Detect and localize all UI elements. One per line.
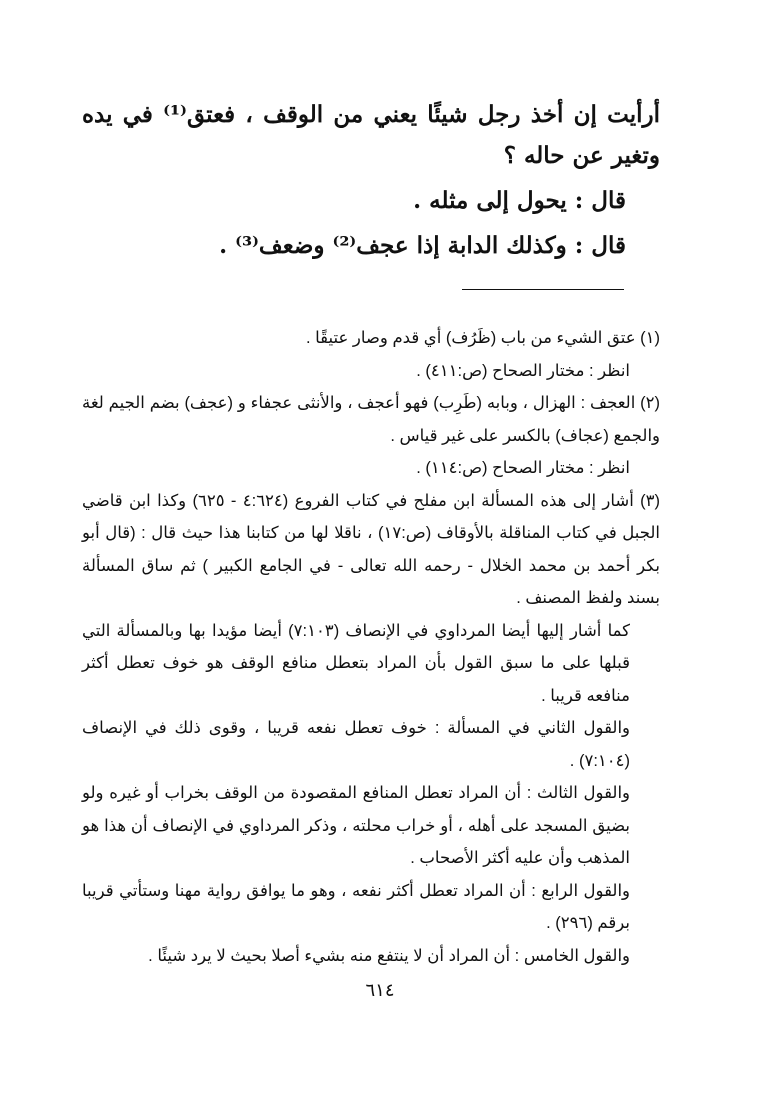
footnote-3-paragraph-5: والقول الرابع : أن المراد تعطل أكثر نفعه ، وهو ما يوافق رواية مهنا وستأتي قريبا برقم (٢٩٦) . (82, 881, 630, 932)
main-paragraph-1: أرأيت إن أخذ رجل شيئًا يعني من الوقف ، فعتق⁽¹⁾ في يده وتغير عن حاله ؟ (82, 101, 661, 169)
footnote-2: (٢) العجف : الهزال ، وبابه (طَرِب) فهو أعجف ، والأنثى عجفاء و (عجف) بضم الجيم لغة والجمع (عجاف) بالكسر على غير قياس . (82, 394, 660, 445)
footnote-3: (٣) أشار إلى هذه المسألة ابن مفلح في كتاب الفروع (٤:٦٢٤ - ٦٢٥) وكذا ابن قاضي الجبل في كتاب المناقلة بالأوقاف (ص:١٧) ، ناقلا لها من كتابنا هذا حيث قال : (قال أبو بكر أحمد بن محمد الخلال - رحمه الله تعالى - في الجامع الكبير ) ثم ساق المسألة بسند ولفظ المصنف . (82, 491, 661, 607)
page-number: ٦١٤ (365, 980, 395, 1000)
footnote-2-reference: انظر : مختار الصحاح (ص:١١٤) . (416, 459, 630, 477)
footnote-1: (١) عتق الشيء من باب (ظَرُف) أي قدم وصار عتيقًا . (305, 329, 660, 347)
footnote-3-paragraph-3: والقول الثاني في المسألة : خوف تعطل نفعه قريبا ، وقوى ذلك في الإنصاف (٧:١٠٤) . (82, 719, 630, 770)
footnote-1-reference: انظر : مختار الصحاح (ص:٤١١) . (416, 361, 630, 380)
main-text (82, 94, 660, 266)
footnote-3-paragraph-6: والقول الخامس : أن المراد أن لا ينتفع منه بشيء أصلا بحيث لا يرد شيئًا . (148, 946, 630, 965)
footnotes (82, 322, 660, 972)
footnote-separator (462, 289, 624, 290)
main-paragraph-2: قال : يحول إلى مثله . (413, 187, 626, 214)
main-paragraph-3: قال : وكذلك الدابة إذا عجف⁽²⁾ وضعف⁽³⁾ . (219, 232, 626, 259)
footnote-3-paragraph-2: كما أشار إليها أيضا المرداوي في الإنصاف (٧:١٠٣) أيضا مؤيدا بها وبالمسألة التي قبلها على ما سبق القول بأن المراد بتعطل منافع الوقف هو خوف تعطل أكثر منافعه قريبا . (82, 621, 630, 705)
footnote-3-paragraph-4: والقول الثالث : أن المراد تعطل المنافع المقصودة من الوقف بخراب أو غيره ولو بضيق المسجد على أهله ، أو خراب محلته ، وذكر المرداوي في الإنصاف أن هذا هو المذهب وأن عليه أكثر الأصحاب . (82, 784, 630, 867)
